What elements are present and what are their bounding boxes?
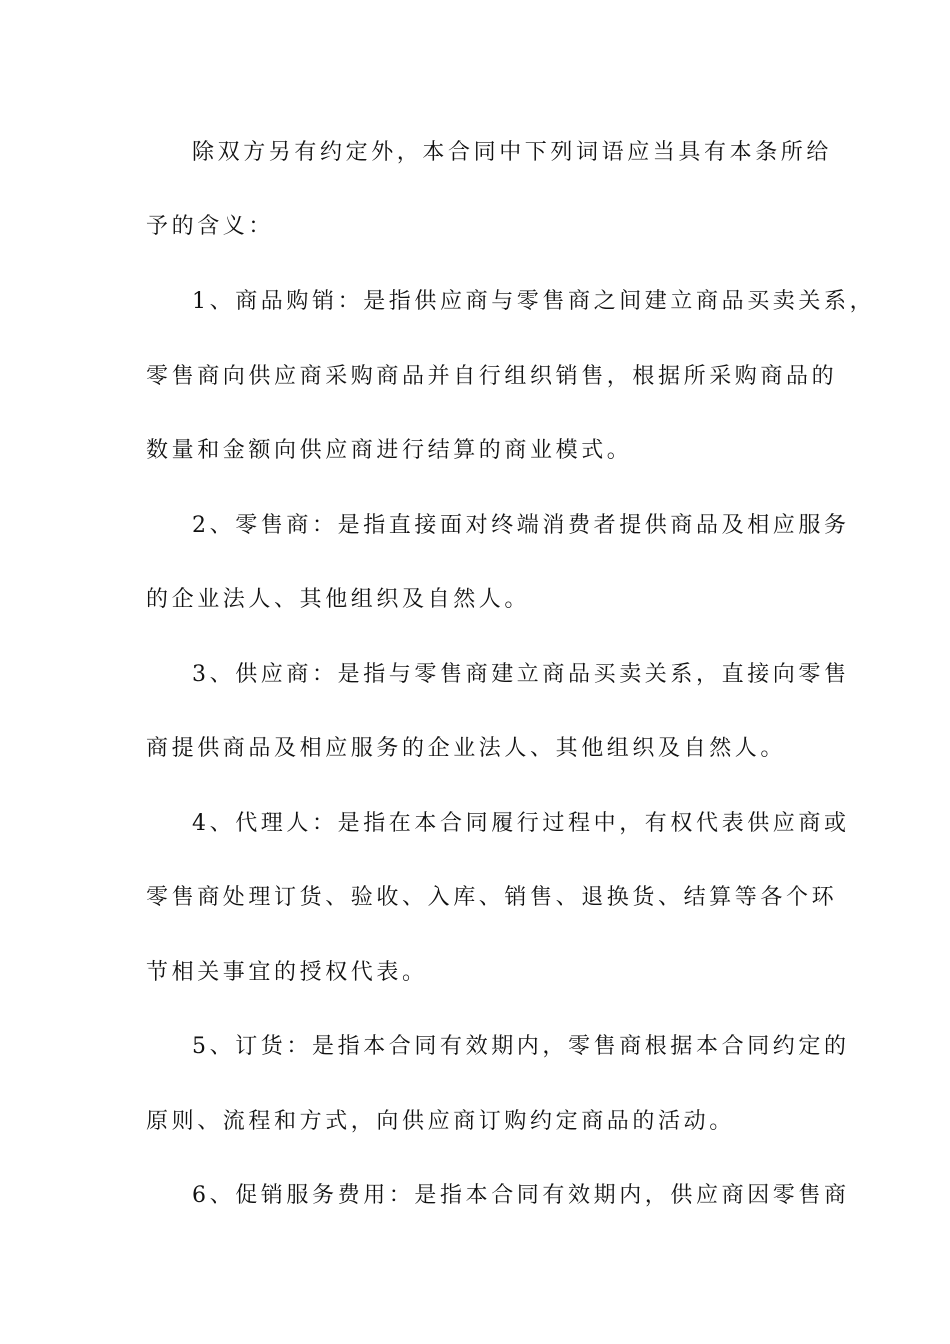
clause-2-line-2: 的企业法人、其他组织及自然人。 [146,587,531,612]
intro-line-2: 予的含义： [146,214,275,239]
clause-4-line-3: 节相关事宜的授权代表。 [146,960,428,985]
clause-3-line-2: 商提供商品及相应服务的企业法人、其他组织及自然人。 [146,736,787,761]
clause-3-line-1: 3、供应商：是指与零售商建立商品买卖关系，直接向零售 [192,662,850,687]
clause-5-line-1: 5、订货：是指本合同有效期内，零售商根据本合同约定的 [192,1034,850,1059]
clause-5-line-2: 原则、流程和方式，向供应商订购约定商品的活动。 [146,1109,735,1134]
clause-2-line-1: 2、零售商：是指直接面对终端消费者提供商品及相应服务 [192,513,850,538]
clause-4-line-2: 零售商处理订货、验收、入库、销售、退换货、结算等各个环 [146,885,838,910]
clause-1-line-1: 1、商品购销：是指供应商与零售商之间建立商品买卖关系， [192,289,876,314]
clause-1-line-2: 零售商向供应商采购商品并自行组织销售，根据所采购商品的 [146,364,838,389]
clause-4-line-1: 4、代理人：是指在本合同履行过程中，有权代表供应商或 [192,811,850,836]
clause-1-line-3: 数量和金额向供应商进行结算的商业模式。 [146,438,633,463]
clause-6-line-1: 6、促销服务费用：是指本合同有效期内，供应商因零售商 [192,1183,850,1208]
intro-line-1: 除双方另有约定外，本合同中下列词语应当具有本条所给 [192,140,833,165]
